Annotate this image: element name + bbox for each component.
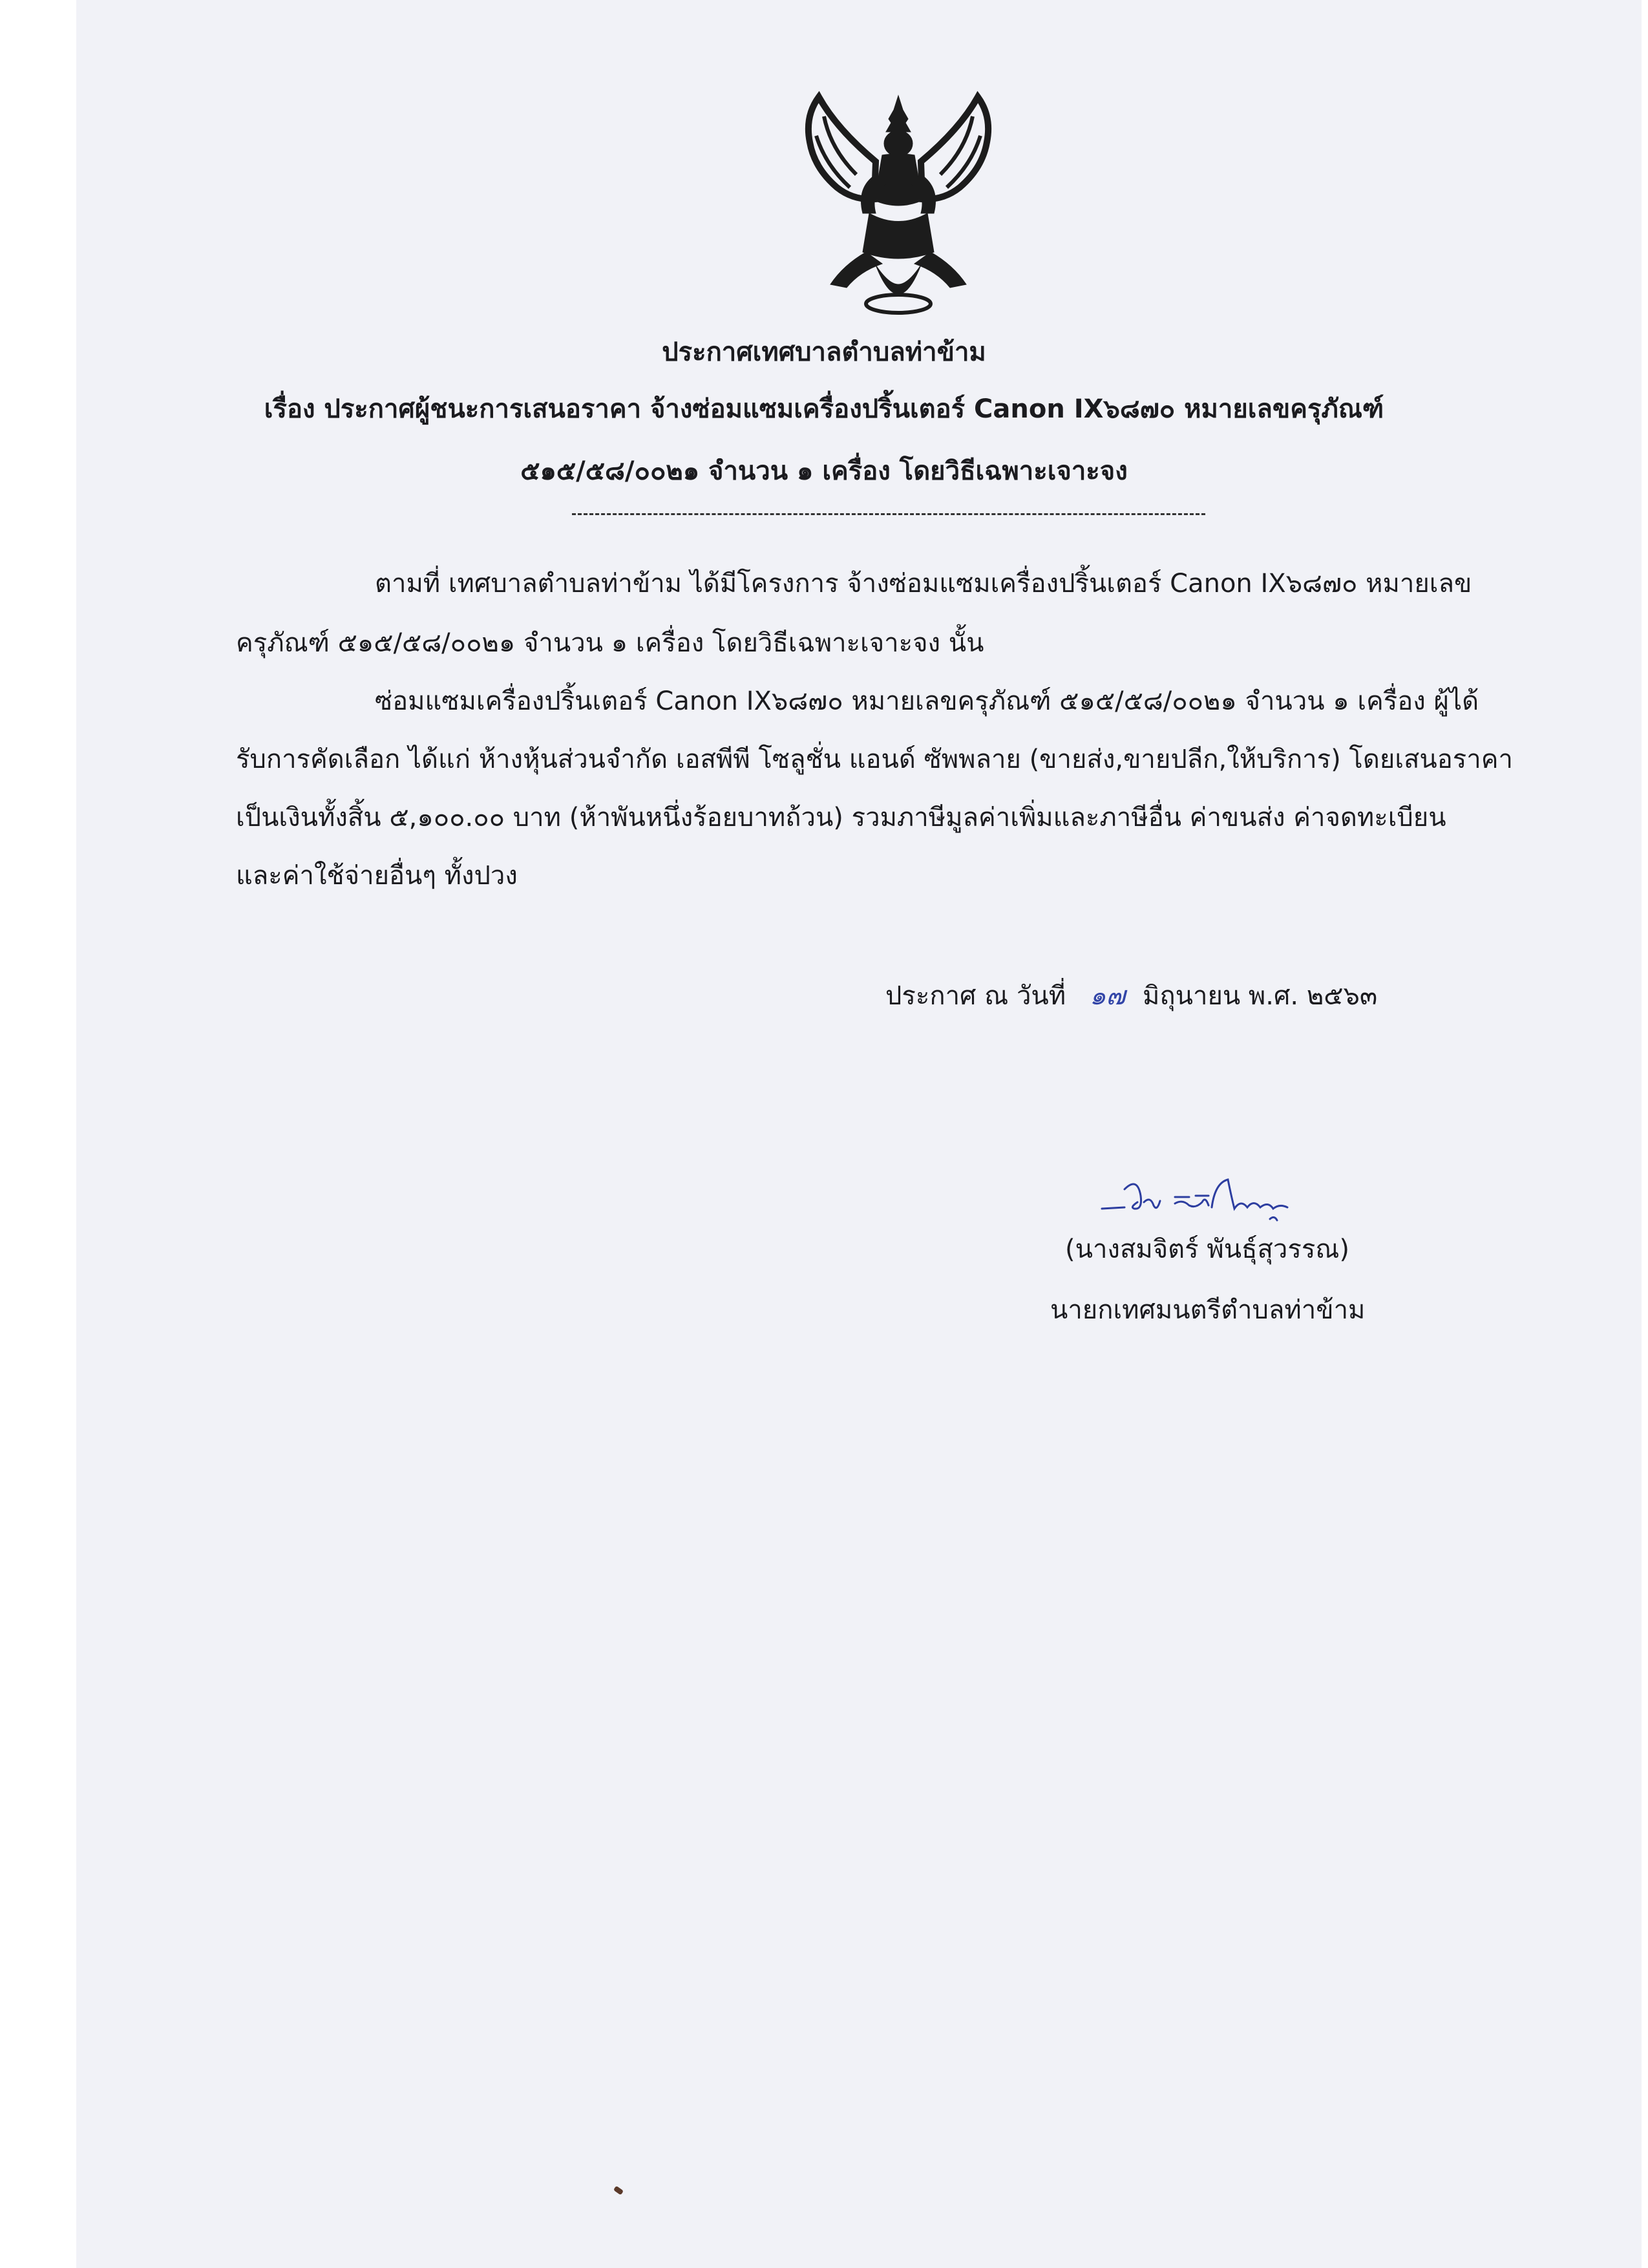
date-day-handwritten: ๑๗ bbox=[1089, 981, 1126, 1011]
date-prefix: ประกาศ ณ วันที่ bbox=[885, 981, 1066, 1011]
document-heading: ประกาศเทศบาลตำบลท่าข้าม bbox=[662, 337, 986, 367]
subject-line-2: ๕๑๕/๕๘/๐๐๒๑ จำนวน ๑ เครื่อง โดยวิธีเฉพาะเจาะจง bbox=[520, 456, 1128, 486]
paragraph-2-line-1: ซ่อมแซมเครื่องปริ้นเตอร์ Canon IX๖๘๗๐ หมายเลขครุภัณฑ์ ๕๑๕/๕๘/๐๐๒๑ จำนวน ๑ เครื่อง ผู้ได้ bbox=[375, 686, 1479, 716]
announcement-date bbox=[885, 975, 1377, 1016]
paragraph-1-line-2: ครุภัณฑ์ ๕๑๕/๕๘/๐๐๒๑ จำนวน ๑ เครื่อง โดยวิธีเฉพาะเจาะจง นั้น bbox=[236, 628, 984, 658]
heading-divider bbox=[572, 513, 1205, 515]
paragraph-2-line-4: และค่าใช้จ่ายอื่นๆ ทั้งปวง bbox=[236, 861, 518, 891]
signer-position: นายกเทศมนตรีตำบลท่าข้าม bbox=[1050, 1295, 1366, 1325]
subject-line-1: เรื่อง ประกาศผู้ชนะการเสนอราคา จ้างซ่อมแซมเครื่องปริ้นเตอร์ Canon IX๖๘๗๐ หมายเลขครุภัณฑ์ bbox=[264, 394, 1384, 424]
garuda-emblem-icon bbox=[779, 90, 1018, 330]
handwritten-signature bbox=[1099, 1170, 1312, 1231]
signer-name: (นางสมจิตร์ พันธุ์สุวรรณ) bbox=[1065, 1235, 1350, 1264]
date-month-year: มิถุนายน พ.ศ. ๒๕๖๓ bbox=[1143, 981, 1378, 1011]
paragraph-1-line-1: ตามที่ เทศบาลตำบลท่าข้าม ได้มีโครงการ จ้างซ่อมแซมเครื่องปริ้นเตอร์ Canon IX๖๘๗๐ หมายเลข bbox=[375, 569, 1472, 599]
paragraph-2-line-3: เป็นเงินทั้งสิ้น ๕,๑๐๐.๐๐ บาท (ห้าพันหนึ่งร้อยบาทถ้วน) รวมภาษีมูลค่าเพิ่มและภาษีอื่น ค่าขนส่ง ค่าจดทะเบียน bbox=[236, 803, 1446, 832]
paragraph-2-line-2: รับการคัดเลือก ได้แก่ ห้างหุ้นส่วนจำกัด เอสพีพี โซลูชั่น แอนด์ ซัพพลาย (ขายส่ง,ขายปลีก,ให้บริการ) โดยเสนอราคา bbox=[236, 745, 1513, 774]
